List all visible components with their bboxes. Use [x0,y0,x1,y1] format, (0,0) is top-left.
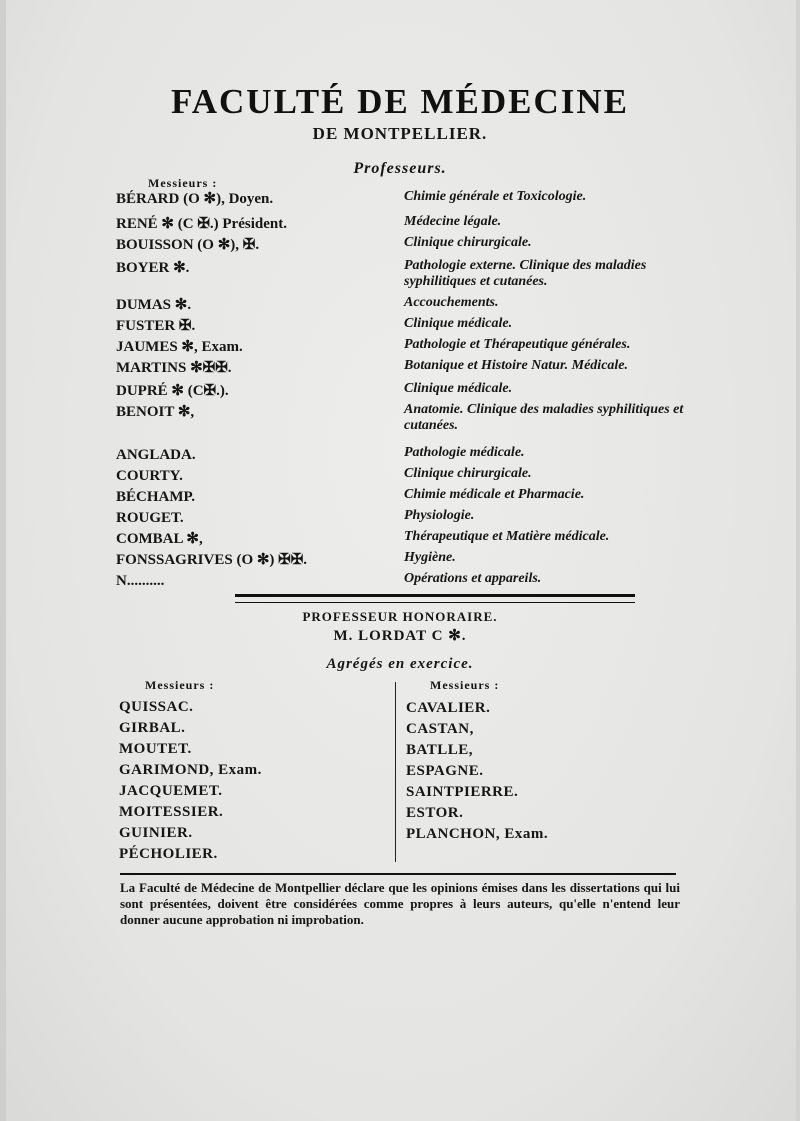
agrege-left-item: JACQUEMET. [119,783,223,799]
agrege-left-item: GUINIER. [119,825,193,841]
professor-name: ANGLADA. [116,447,196,463]
agrege-left-item: MOITESSIER. [119,804,224,820]
professor-name: MARTINS ✻✠✠. [116,360,232,376]
professeurs-messieurs-label: Messieurs : [148,176,218,190]
professor-subject: Médecine légale. [404,214,502,229]
professor-name: JAUMES ✻, Exam. [116,339,243,355]
professor-name: RENÉ ✻ (C ✠.) Président. [116,216,287,232]
professeurs-heading: Professeurs. [353,160,447,177]
professor-name: COURTY. [116,468,183,484]
honoraire-label: PROFESSEUR HONORAIRE. [302,609,498,624]
agrege-left-item: GIRBAL. [119,720,186,736]
professor-subject: Pathologie médicale. [404,445,525,460]
agrege-left-item: MOUTET. [119,741,192,757]
professor-subject: Clinique médicale. [404,316,513,331]
professor-name: BENOIT ✻, [116,404,195,420]
agreges-left-column [119,697,262,865]
professor-subject: Pathologie externe. Clinique des maladies syphilitiques et cutanées. [404,258,647,289]
professor-subject: Anatomie. Clinique des maladies syphilitiques et cutanées. [404,402,684,433]
professor-subject: Chimie générale et Toxicologie. [404,189,587,204]
professor-name: BÉRARD (O ✻), Doyen. [116,191,274,207]
professor-name: COMBAL ✻, [116,531,203,547]
professor-subject: Hygiène. [404,550,456,565]
agrege-right-item: PLANCHON, Exam. [406,826,549,842]
agrege-left-item: QUISSAC. [119,699,194,715]
agrege-right-item: ESTOR. [406,805,464,821]
professor-subject: Thérapeutique et Matière médicale. [404,529,610,544]
professor-subject: Opérations et appareils. [404,571,542,586]
agrege-right-item: CASTAN, [406,721,474,737]
honoraire-name: M. LORDAT C ✻. [333,628,467,644]
professor-name: ROUGET. [116,510,184,526]
divider-rule [235,594,635,603]
professor-name: DUPRÉ ✻ (C✠.). [116,383,229,399]
notice-text: La Faculté de Médecine de Montpellier déclare que les opinions émises dans les dissertations qui lui sont présentées, doivent être considérées comme propres à leurs auteurs, qu'elle n'entend leur donner aucune approbation ni improbation. [120,880,680,927]
agreges-right-column [406,698,548,845]
professor-name: FUSTER ✠. [116,318,196,334]
agrege-right-item: BATLLE, [406,742,473,758]
agreges-heading: Agrégés en exercice. [326,656,474,672]
agreges-messieurs-left: Messieurs : [145,678,215,692]
professor-name: DUMAS ✻. [116,297,192,313]
professor-name: BOUISSON (O ✻), ✠. [116,237,260,253]
professor-name: FONSSAGRIVES (O ✻) ✠✠. [116,552,308,568]
professor-name: N.......... [116,573,165,589]
notice-rule [120,873,676,875]
professor-subject: Botanique et Histoire Natur. Médicale. [404,358,629,373]
professor-subject: Physiologie. [404,508,475,523]
agreges-messieurs-right: Messieurs : [430,678,500,692]
professor-subject: Accouchements. [404,295,499,310]
agrege-right-item: SAINTPIERRE. [406,784,519,800]
professor-subject: Clinique médicale. [404,381,513,396]
professor-name: BÉCHAMP. [116,489,196,505]
professor-subject: Chimie médicale et Pharmacie. [404,487,585,502]
professor-subject: Clinique chirurgicale. [404,466,532,481]
page-subtitle: DE MONTPELLIER. [312,124,488,143]
agrege-right-item: CAVALIER. [406,700,491,716]
professor-subject: Clinique chirurgicale. [404,235,532,250]
column-divider [395,682,396,862]
agrege-right-item: ESPAGNE. [406,763,484,779]
professor-subject: Pathologie et Thérapeutique générales. [404,337,631,352]
agrege-left-item: GARIMOND, Exam. [119,762,262,778]
page-title: FACULTÉ DE MÉDECINE [170,82,630,121]
agrege-left-item: PÉCHOLIER. [119,846,218,862]
professor-name: BOYER ✻. [116,260,190,276]
